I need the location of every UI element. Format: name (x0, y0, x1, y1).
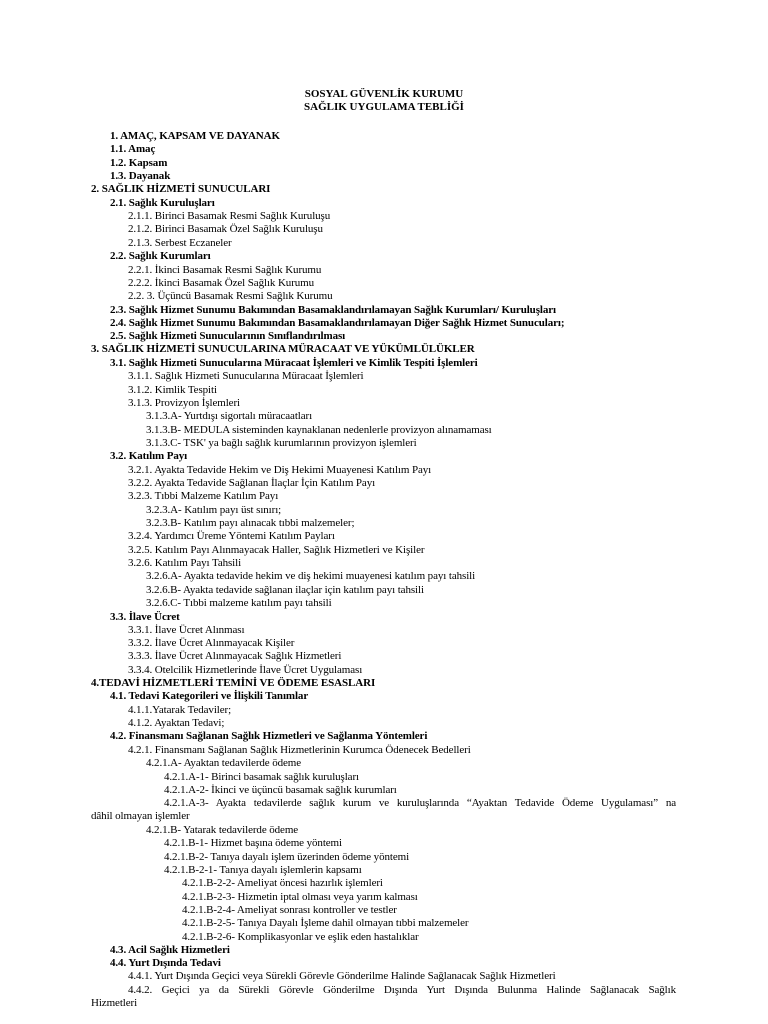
toc-entry: 3.2.3. Tıbbi Malzeme Katılım Payı (128, 490, 279, 502)
toc-entry: 4.1.2. Ayaktan Tedavi; (128, 717, 225, 729)
document-title: SOSYAL GÜVENLİK KURUMU (304, 88, 464, 100)
toc-entry: 4.2.1.B-2-3- Hizmetin iptal olması veya yarım kalması (182, 891, 418, 903)
toc-entry: 3.2.2. Ayakta Tedavide Sağlanan İlaçlar İçin Katılım Payı (128, 477, 376, 489)
toc-entry: 3.2.6.B- Ayakta tedavide sağlanan ilaçlar için katılım payı tahsili (146, 584, 424, 596)
toc-entry: 3.2.3.B- Katılım payı alınacak tıbbi malzemeler; (146, 517, 355, 529)
toc-entry: 1. AMAÇ, KAPSAM VE DAYANAK (110, 130, 280, 142)
toc-entry: 4.2.1.B-2-2- Ameliyat öncesi hazırlık işlemleri (182, 877, 383, 889)
toc-entry: 4.4.1. Yurt Dışında Geçici veya Sürekli Görevle Gönderilme Halinde Sağlanacak Sağlık Hizmetleri (128, 970, 556, 982)
toc-entry: 4.2.1.A- Ayaktan tedavilerde ödeme (146, 757, 302, 769)
toc-entry: 4.1. Tedavi Kategorileri ve İlişkili Tanımlar (110, 690, 309, 702)
toc-entry: 3.2.5. Katılım Payı Alınmayacak Haller, Sağlık Hizmetleri ve Kişiler (128, 544, 425, 556)
toc-entry: Hizmetleri (91, 997, 138, 1009)
toc-entry: 2.2.1. İkinci Basamak Resmi Sağlık Kurumu (128, 264, 322, 276)
toc-entry: 2. SAĞLIK HİZMETİ SUNUCULARI (91, 183, 271, 195)
toc-entry: 4.2.1.B-2-5- Tanıya Dayalı İşleme dahil olmayan tıbbi malzemeler (182, 917, 469, 929)
toc-entry: 1.1. Amaç (110, 143, 156, 155)
toc-entry: 3.2.4. Yardımcı Üreme Yöntemi Katılım Payları (128, 530, 335, 542)
toc-entry: 3.1.3.C- TSK' ya bağlı sağlık kurumlarının provizyon işlemleri (146, 437, 417, 449)
toc-entry: 3.2.1. Ayakta Tedavide Hekim ve Diş Hekimi Muayenesi Katılım Payı (128, 464, 432, 476)
toc-entry: 2.4. Sağlık Hizmet Sunumu Bakımından Basamaklandırılamayan Diğer Sağlık Hizmet Sunucuları; (110, 317, 565, 329)
toc-entry: 2.1.2. Birinci Basamak Özel Sağlık Kuruluşu (128, 223, 323, 235)
toc-entry: 3.1.3.A- Yurtdışı sigortalı müracaatları (146, 410, 313, 422)
toc-entry: 3.2.6.C- Tıbbi malzeme katılım payı tahsili (146, 597, 332, 609)
toc-entry: 4.TEDAVİ HİZMETLERİ TEMİNİ VE ÖDEME ESASLARI (91, 677, 376, 689)
toc-entry: 3.2.6. Katılım Payı Tahsili (128, 557, 242, 569)
toc-entry: 3.2.3.A- Katılım payı üst sınırı; (146, 504, 282, 516)
document-subtitle: SAĞLIK UYGULAMA TEBLİĞİ (304, 101, 464, 113)
toc-entry: 3.2. Katılım Payı (110, 450, 188, 462)
toc-entry: 3. SAĞLIK HİZMETİ SUNUCULARINA MÜRACAAT VE YÜKÜMLÜLÜKLER (91, 343, 475, 355)
toc-entry: 3.3.4. Otelcilik Hizmetlerinde İlave Ücret Uygulaması (128, 664, 363, 676)
toc-entry: 2.2. 3. Üçüncü Basamak Resmi Sağlık Kurumu (128, 290, 333, 302)
toc-entry: 4.2.1.A-2- İkinci ve üçüncü basamak sağlık kurumları (164, 784, 397, 796)
toc-entry: 4.2.1.B-2-1- Tanıya dayalı işlemlerin kapsamı (164, 864, 362, 876)
toc-entry: 4.2.1. Finansmanı Sağlanan Sağlık Hizmetlerinin Kurumca Ödenecek Bedelleri (128, 744, 471, 756)
toc-entry: 4.2.1.A-1- Birinci basamak sağlık kuruluşları (164, 771, 359, 783)
toc-entry: 3.1.1. Sağlık Hizmeti Sunucularına Müracaat İşlemleri (128, 370, 364, 382)
toc-entry: dâhil olmayan işlemler (91, 810, 190, 822)
toc-entry: 4.3. Acil Sağlık Hizmetleri (110, 944, 230, 956)
toc-entry: 3.3.1. İlave Ücret Alınması (128, 624, 245, 636)
toc-entry: 2.2. Sağlık Kurumları (110, 250, 211, 262)
toc-entry: 4.2.1.A-3- Ayakta tedavilerde sağlık kurum ve kuruluşlarında “Ayaktan Tedavide Ödeme Uygulaması” na (164, 797, 676, 809)
toc-entry: 3.1.2. Kimlik Tespiti (128, 384, 217, 396)
toc-entry: 2.1. Sağlık Kuruluşları (110, 197, 215, 209)
toc-entry: 4.1.1.Yatarak Tedaviler; (128, 704, 232, 716)
toc-entry: 4.2.1.B-2- Tanıya dayalı işlem üzerinden ödeme yöntemi (164, 851, 410, 863)
toc-entry: 1.2. Kapsam (110, 157, 168, 169)
toc-entry: 3.3.2. İlave Ücret Alınmayacak Kişiler (128, 637, 295, 649)
toc-entry: 4.2.1.B-1- Hizmet başına ödeme yöntemi (164, 837, 342, 849)
toc-entry: 4.4.2. Geçici ya da Sürekli Görevle Gönderilme Dışında Yurt Dışında Bulunma Halinde Sağlanacak Sağlık (128, 984, 676, 996)
toc-entry: 4.2. Finansmanı Sağlanan Sağlık Hizmetleri ve Sağlanma Yöntemleri (110, 730, 428, 742)
toc-entry: 3.1.3. Provizyon İşlemleri (128, 397, 240, 409)
toc-entry: 3.3. İlave Ücret (110, 611, 180, 623)
toc-entry: 2.2.2. İkinci Basamak Özel Sağlık Kurumu (128, 277, 315, 289)
toc-entry: 1.3. Dayanak (110, 170, 171, 182)
toc-entry: 4.2.1.B- Yatarak tedavilerde ödeme (146, 824, 299, 836)
toc-entry: 2.1.3. Serbest Eczaneler (128, 237, 232, 249)
toc-entry: 4.2.1.B-2-4- Ameliyat sonrası kontroller ve testler (182, 904, 397, 916)
toc-entry: 3.1.3.B- MEDULA sisteminden kaynaklanan nedenlerle provizyon alınamaması (146, 424, 492, 436)
toc-entry: 3.3.3. İlave Ücret Alınmayacak Sağlık Hizmetleri (128, 650, 342, 662)
toc-entry: 3.2.6.A- Ayakta tedavide hekim ve diş hekimi muayenesi katılım payı tahsili (146, 570, 476, 582)
toc-entry: 2.3. Sağlık Hizmet Sunumu Bakımından Basamaklandırılamayan Sağlık Kurumları/ Kuruluşları (110, 304, 556, 316)
toc-entry: 4.4. Yurt Dışında Tedavi (110, 957, 221, 969)
toc-entry: 3.1. Sağlık Hizmeti Sunucularına Müracaat İşlemleri ve Kimlik Tespiti İşlemleri (110, 357, 478, 369)
toc-entry: 2.1.1. Birinci Basamak Resmi Sağlık Kuruluşu (128, 210, 331, 222)
toc-entry: 2.5. Sağlık Hizmeti Sunucularının Sınıflandırılması (110, 330, 346, 342)
toc-entry: 4.2.1.B-2-6- Komplikasyonlar ve eşlik eden hastalıklar (182, 931, 419, 943)
